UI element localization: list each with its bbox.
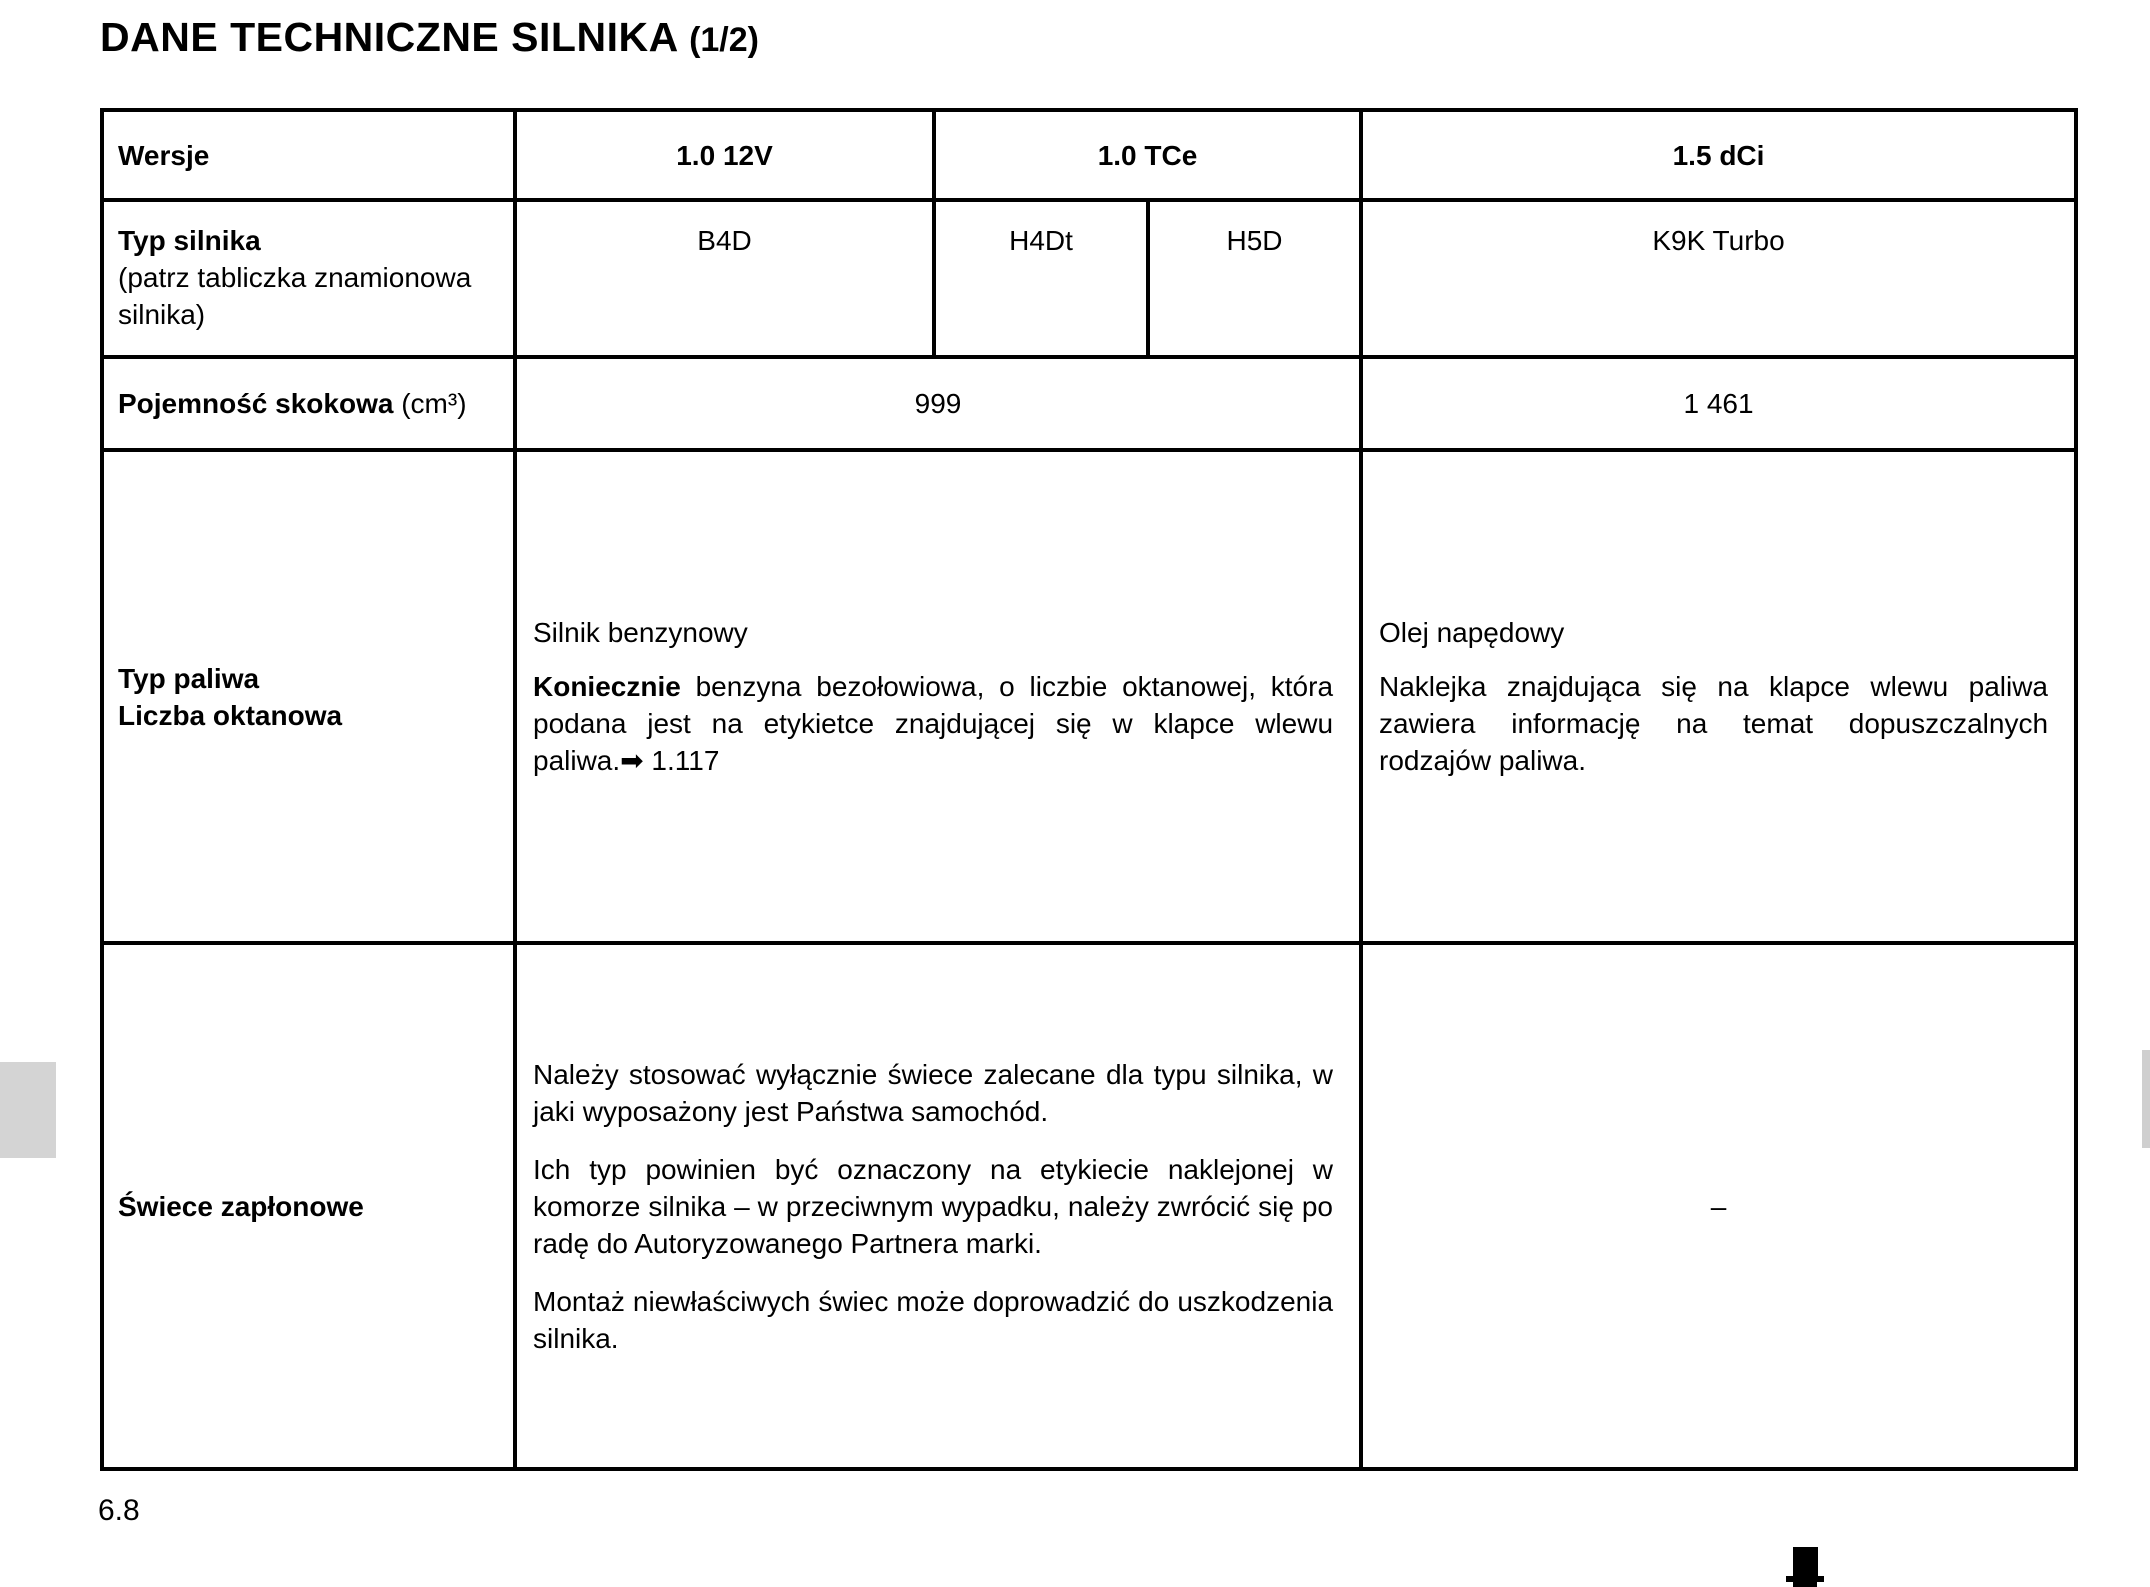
table-row-displacement: [102, 357, 2076, 450]
scrollbar-thumb[interactable]: [2142, 1050, 2150, 1148]
engine-type-k9k-cell: K9K Turbo: [1361, 200, 2076, 357]
fuel-petrol-intro: Silnik benzynowy: [533, 617, 748, 648]
version-header-1-5-dci: 1.5 dCi: [1361, 110, 2076, 200]
bookmark-icon: [1786, 1547, 1824, 1587]
displacement-petrol-cell: 999: [515, 357, 1361, 450]
fuel-petrol-paragraph: [533, 668, 1333, 779]
engine-type-b4d-cell: B4D: [515, 200, 934, 357]
displacement-label: Pojemność skokowa: [118, 388, 394, 419]
displacement-row-label: [102, 357, 515, 450]
spark-plugs-petrol-cell: [515, 943, 1361, 1469]
fuel-petrol-cell: [515, 450, 1361, 943]
engine-specs-table: [100, 108, 2078, 1471]
fuel-diesel-paragraph: Naklejka znajdująca się na klapce wlewu paliwa zawiera informację na temat dopuszczalnych rodzajów paliwa.: [1379, 671, 2049, 776]
spark-plugs-paragraph-1: Należy stosować wyłącznie świece zalecane dla typu silnika, w jaki wyposażony jest Państwa samochód.: [533, 1058, 1334, 1127]
fuel-petrol-page-ref: 1.117: [643, 745, 720, 776]
table-row-versions: [102, 110, 2076, 200]
engine-type-h5d-cell: H5D: [1148, 200, 1361, 357]
fuel-petrol-bold: Koniecznie: [533, 671, 681, 702]
spark-plugs-row-label: Świece zapłonowe: [102, 943, 515, 1469]
engine-type-h4dt-cell: H4Dt: [934, 200, 1148, 357]
displacement-unit: (cm³): [401, 388, 467, 419]
fuel-row-label: [102, 450, 515, 943]
page-number: 6.8: [98, 1494, 140, 1527]
table-row-spark-plugs: [102, 943, 2076, 1469]
fuel-petrol-text: benzyna bezołowiowa, o liczbie oktanowej, która podana jest na etykietce znajdującej się w klapce wlewu paliwa.: [533, 671, 1334, 776]
page-title: [100, 14, 759, 61]
fuel-label-line1: Typ paliwa: [118, 662, 260, 694]
page-title-part-indicator: (1/2): [689, 21, 759, 59]
section-tab-marker: [0, 1062, 56, 1158]
engine-type-label: Typ silnika: [118, 225, 261, 256]
displacement-diesel-cell: 1 461: [1361, 357, 2076, 450]
spark-plugs-paragraph-3: Montaż niewłaściwych świec może doprowadzić do uszkodzenia silnika.: [533, 1285, 1334, 1354]
spark-plugs-diesel-cell: –: [1361, 943, 2076, 1469]
versions-row-label: Wersje: [102, 110, 515, 200]
engine-type-label-note: (patrz tabliczka znamionowa silnika): [118, 262, 472, 330]
version-header-1-0-12v: 1.0 12V: [515, 110, 934, 200]
table-row-engine-type: [102, 200, 2076, 357]
table-row-fuel-type: [102, 450, 2076, 943]
cross-reference-arrow-icon: ➡: [620, 744, 644, 777]
version-header-1-0-tce: 1.0 TCe: [934, 110, 1361, 200]
fuel-diesel-intro: Olej napędowy: [1379, 617, 1565, 648]
page-title-text: DANE TECHNICZNE SILNIKA: [100, 14, 678, 60]
spark-plugs-paragraph-2: Ich typ powinien być oznaczony na etykiecie naklejonej w komorze silnika – w przeciwnym wypadku, należy zwrócić się po radę do Autoryzowanego Partnera marki.: [533, 1153, 1334, 1259]
fuel-diesel-cell: [1361, 450, 2076, 943]
engine-type-row-label: [102, 200, 515, 357]
fuel-label-line2: Liczba oktanowa: [118, 699, 343, 731]
